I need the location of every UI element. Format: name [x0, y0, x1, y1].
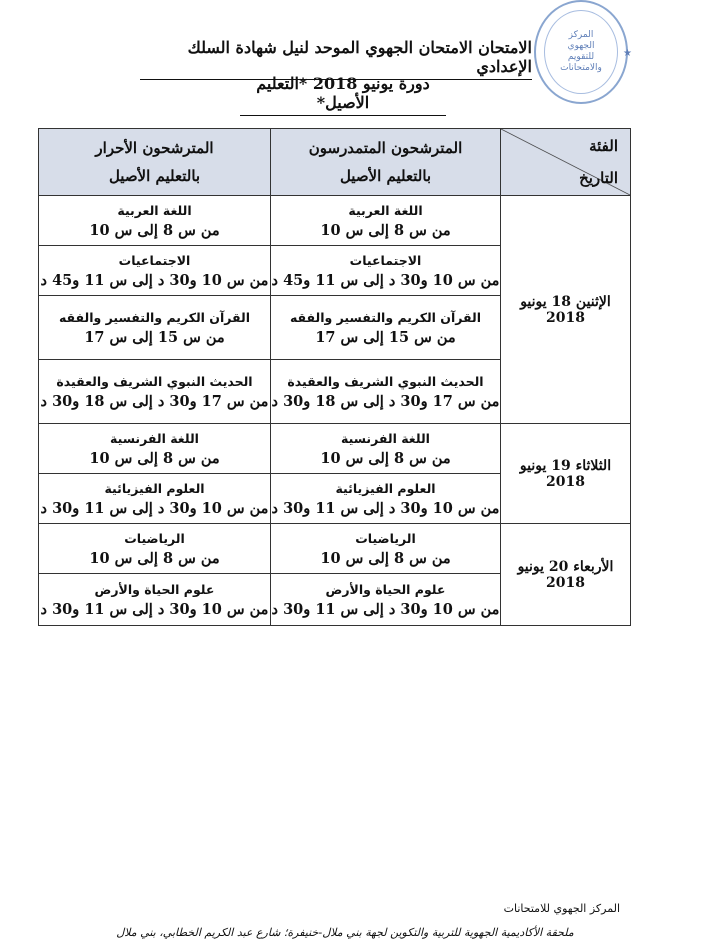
stamp-line: المركز — [568, 30, 594, 40]
stamp-line: والامتحانات — [560, 63, 602, 73]
schooled-cell — [271, 424, 501, 474]
subject-label: الرياضيات — [355, 530, 416, 546]
subject-label: علوم الحياة والأرض — [94, 581, 215, 597]
header-free-line2: بالتعليم الأصيل — [108, 167, 201, 185]
time-label: من س 17 و30 د إلى س 18 و30 د — [40, 392, 269, 410]
header-category-date-cell — [501, 129, 631, 196]
time-label: من س 8 إلى س 10 — [89, 449, 220, 467]
subject-label: الاجتماعيات — [349, 252, 422, 268]
subject-label: الحديث النبوي الشريف والعقيدة — [56, 373, 253, 389]
schooled-cell — [271, 474, 501, 524]
time-label: من س 8 إلى س 10 — [320, 221, 451, 239]
page-subtitle: دورة يونيو 2018 *التعليم الأصيل* — [240, 74, 446, 116]
subject-label: اللغة الفرنسية — [341, 430, 430, 446]
schooled-cell — [271, 196, 501, 246]
footer-center-name: المركز الجهوي للامتحانات — [503, 902, 620, 915]
free-cell — [39, 360, 271, 424]
footer-address: ملحقة الأكاديمية الجهوية للتربية والتكوين لجهة بني ملال-خنيفرة؛ شارع عبد الكريم الخطابي، بني ملال — [116, 926, 574, 939]
header-free-line1: المترشحون الأحرار — [95, 139, 214, 157]
subject-label: الرياضيات — [124, 530, 185, 546]
subject-label: علوم الحياة والأرض — [325, 581, 446, 597]
table-row — [39, 196, 631, 246]
stamp-line: الجهوي — [567, 41, 595, 51]
time-label: من س 15 إلى س 17 — [315, 328, 456, 346]
subject-label: القرآن الكريم والتفسير والفقه — [289, 309, 482, 325]
subject-label: الحديث النبوي الشريف والعقيدة — [287, 373, 484, 389]
header-schooled-line2: بالتعليم الأصيل — [339, 167, 432, 185]
table-row — [39, 424, 631, 474]
page-title: الامتحان الامتحان الجهوي الموحد لنيل شهادة السلك الإعدادي — [140, 38, 532, 80]
schooled-cell — [271, 524, 501, 574]
date-cell: الإثنين 18 يونيو 2018 — [501, 196, 631, 424]
free-cell — [39, 574, 271, 626]
time-label: من س 10 و30 د إلى س 11 و30 د — [40, 600, 269, 618]
header-date: التاريخ — [579, 169, 618, 187]
schooled-cell — [271, 360, 501, 424]
free-cell — [39, 196, 271, 246]
official-stamp — [534, 0, 632, 104]
header-schooled-line1: المترشحون المتمدرسون — [308, 139, 463, 157]
subject-label: العلوم الفيزيائية — [104, 480, 205, 496]
subject-label: اللغة العربية — [348, 202, 423, 218]
date-cell: الأربعاء 20 يونيو 2018 — [501, 524, 631, 626]
free-cell — [39, 296, 271, 360]
subject-label: القرآن الكريم والتفسير والفقه — [58, 309, 251, 325]
time-label: من س 15 إلى س 17 — [84, 328, 225, 346]
table-header-row — [39, 129, 631, 196]
free-cell — [39, 524, 271, 574]
time-label: من س 10 و30 د إلى س 11 و30 د — [271, 499, 500, 517]
star-icon: ★ — [623, 48, 632, 59]
free-cell — [39, 474, 271, 524]
schooled-cell — [271, 574, 501, 626]
subject-label: اللغة العربية — [117, 202, 192, 218]
time-label: من س 17 و30 د إلى س 18 و30 د — [271, 392, 500, 410]
header-free-candidates — [39, 129, 271, 196]
date-cell: الثلاثاء 19 يونيو 2018 — [501, 424, 631, 524]
free-cell — [39, 424, 271, 474]
time-label: من س 8 إلى س 10 — [89, 221, 220, 239]
stamp-line: للتقويم — [567, 52, 595, 62]
time-label: من س 10 و30 د إلى س 11 و45 د — [40, 271, 269, 289]
schooled-cell — [271, 296, 501, 360]
time-label: من س 10 و30 د إلى س 11 و30 د — [40, 499, 269, 517]
time-label: من س 8 إلى س 10 — [320, 449, 451, 467]
header-category: الفئة — [589, 137, 618, 155]
header-schooled-candidates — [271, 129, 501, 196]
free-cell — [39, 246, 271, 296]
time-label: من س 10 و30 د إلى س 11 و30 د — [271, 600, 500, 618]
exam-schedule-table — [38, 128, 631, 626]
subject-label: الاجتماعيات — [118, 252, 191, 268]
time-label: من س 10 و30 د إلى س 11 و45 د — [271, 271, 500, 289]
schooled-cell — [271, 246, 501, 296]
time-label: من س 8 إلى س 10 — [320, 549, 451, 567]
table-row — [39, 524, 631, 574]
subject-label: العلوم الفيزيائية — [335, 480, 436, 496]
time-label: من س 8 إلى س 10 — [89, 549, 220, 567]
subject-label: اللغة الفرنسية — [110, 430, 199, 446]
